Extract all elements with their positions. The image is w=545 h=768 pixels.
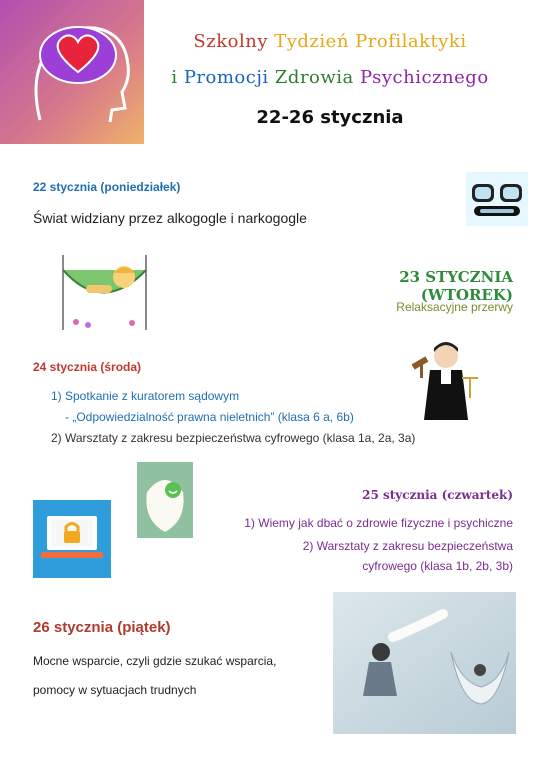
goggles-image bbox=[466, 172, 528, 226]
title-word: Promocji bbox=[183, 67, 275, 88]
day5-line-2: pomocy w sytuacjach trudnych bbox=[33, 683, 197, 697]
day3-item-1: 1) Spotkanie z kuratorem sądowym bbox=[51, 389, 240, 403]
day5-line-1: Mocne wsparcie, czyli gdzie szukać wsparcia, bbox=[33, 654, 277, 668]
day5-heading: 26 stycznia (piątek) bbox=[33, 619, 171, 636]
title-word: Psychicznego bbox=[360, 67, 489, 88]
event-dates: 22-26 stycznia bbox=[256, 107, 404, 128]
day3-item-2: 2) Warsztaty z zakresu bezpieczeństwa cyfrowego (klasa 1a, 2a, 3a) bbox=[51, 431, 416, 445]
smiley-hands-image bbox=[137, 462, 193, 538]
hammock-image bbox=[58, 255, 153, 330]
title-word: Szkolny bbox=[193, 31, 275, 52]
support-hands-image bbox=[333, 592, 516, 734]
title-word: Tydzień bbox=[274, 31, 356, 52]
judge-image bbox=[410, 338, 480, 420]
brain-heart-logo bbox=[0, 0, 144, 144]
day2-text: Relaksacyjne przerwy bbox=[396, 300, 513, 314]
day3-heading: 24 stycznia (środa) bbox=[33, 360, 142, 374]
day4-item-2-cont: cyfrowego (klasa 1b, 2b, 3b) bbox=[362, 559, 513, 573]
day4-heading: 25 stycznia (czwartek) bbox=[362, 488, 513, 502]
day4-item-2: 2) Warsztaty z zakresu bezpieczeństwa bbox=[302, 539, 513, 553]
title-word: Zdrowia bbox=[274, 67, 361, 88]
title-word: Profilaktyki bbox=[355, 31, 467, 52]
title-line-1 bbox=[150, 31, 510, 52]
day4-item-1: 1) Wiemy jak dbać o zdrowie fizyczne i psychiczne bbox=[244, 516, 513, 530]
day2-heading: 23 STYCZNIA (WTOREK) bbox=[399, 268, 513, 304]
title-word: i bbox=[171, 67, 184, 88]
day1-text: Świat widziany przez alkogogle i narkogogle bbox=[33, 210, 307, 226]
laptop-lock-image bbox=[33, 500, 111, 578]
day1-heading: 22 stycznia (poniedziałek) bbox=[33, 180, 181, 194]
title-line-2 bbox=[150, 67, 510, 88]
day3-item-1-sub: - „Odpowiedzialność prawna nieletnich” (klasa 6 a, 6b) bbox=[65, 410, 354, 424]
